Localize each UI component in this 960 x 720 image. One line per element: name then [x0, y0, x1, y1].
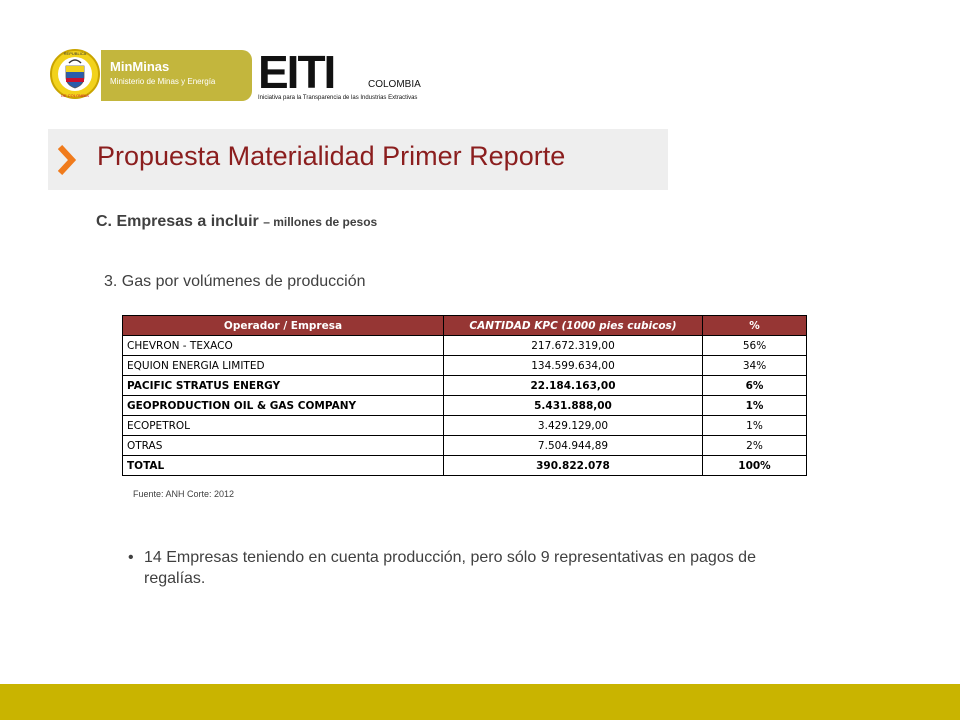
subtitle	[96, 213, 377, 231]
source-note: Fuente: ANH Corte: 2012	[133, 489, 235, 499]
table-row	[123, 396, 807, 416]
shield-bottom-text: DE COLOMBIA	[61, 93, 89, 98]
cell-pct: 34%	[703, 356, 807, 376]
section-title: 3. Gas por volúmenes de producción	[104, 273, 366, 290]
cell-cantidad: 217.672.319,00	[444, 336, 703, 356]
subtitle-main: C. Empresas a incluir	[96, 213, 259, 230]
table-total-row	[123, 456, 807, 476]
eiti-logo	[258, 46, 428, 104]
cell-cantidad: 7.504.944,89	[444, 436, 703, 456]
table-row	[123, 436, 807, 456]
bullet-text: 14 Empresas teniendo en cuenta producción, pero sólo 9 representativas en pagos de regalías.	[144, 549, 756, 587]
header-empresa: Operador / Empresa	[123, 316, 444, 336]
cell-cantidad: 3.429.129,00	[444, 416, 703, 436]
cell-pct: 1%	[703, 416, 807, 436]
header-cantidad: CANTIDAD KPC (1000 pies cubicos)	[444, 316, 703, 336]
minminas-logo	[101, 50, 252, 101]
page-title: Propuesta Materialidad Primer Reporte	[97, 141, 566, 171]
header-pct: %	[703, 316, 807, 336]
cell-cantidad: 390.822.078	[444, 456, 703, 476]
cell-pct: 56%	[703, 336, 807, 356]
cell-empresa: ECOPETROL	[123, 416, 444, 436]
cell-pct: 1%	[703, 396, 807, 416]
colombia-shield-icon	[50, 47, 100, 101]
cell-pct: 2%	[703, 436, 807, 456]
bullet-symbol: •	[128, 549, 134, 566]
cell-empresa: PACIFIC STRATUS ENERGY	[123, 376, 444, 396]
table-row	[123, 356, 807, 376]
shield-top-text: REPUBLICA	[63, 51, 87, 56]
eiti-tagline: Iniciativa para la Transparencia de las Industrias Extractivas	[258, 95, 418, 101]
cell-empresa: TOTAL	[123, 456, 444, 476]
cell-pct: 6%	[703, 376, 807, 396]
subtitle-suffix: – millones de pesos	[263, 215, 378, 229]
cell-empresa: OTRAS	[123, 436, 444, 456]
cell-empresa: EQUION ENERGIA LIMITED	[123, 356, 444, 376]
bullet-item	[128, 547, 808, 589]
table-row	[123, 376, 807, 396]
cell-pct: 100%	[703, 456, 807, 476]
minminas-title: MinMinas	[110, 59, 170, 74]
footer-bar	[0, 684, 960, 720]
eiti-country: COLOMBIA	[368, 79, 421, 90]
cell-empresa: GEOPRODUCTION OIL & GAS COMPANY	[123, 396, 444, 416]
chevron-right-icon	[58, 145, 76, 175]
minminas-subtitle: Ministerio de Minas y Energía	[110, 77, 216, 86]
cell-cantidad: 22.184.163,00	[444, 376, 703, 396]
eiti-logo-text: EITI	[258, 46, 335, 98]
table-row	[123, 416, 807, 436]
table-row	[123, 336, 807, 356]
cell-cantidad: 5.431.888,00	[444, 396, 703, 416]
production-table	[122, 315, 807, 476]
table-header-row	[123, 316, 807, 336]
cell-cantidad: 134.599.634,00	[444, 356, 703, 376]
cell-empresa: CHEVRON - TEXACO	[123, 336, 444, 356]
